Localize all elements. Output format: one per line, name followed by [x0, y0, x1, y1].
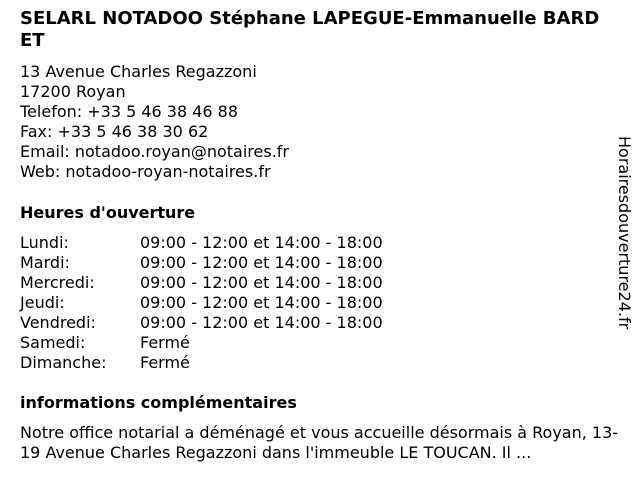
city-postcode: 17200 Royan — [20, 82, 126, 101]
day-hours: 09:00 - 12:00 et 14:00 - 18:00 — [140, 273, 383, 292]
fax-number: Fax: +33 5 46 38 30 62 — [20, 122, 209, 141]
opening-hours-table — [20, 233, 610, 373]
day-label: Vendredi: — [20, 313, 96, 332]
day-hours: 09:00 - 12:00 et 14:00 - 18:00 — [140, 233, 383, 252]
office-name: SELARL NOTADOO Stéphane LAPEGUE-Emmanuelle BARDET — [20, 8, 600, 51]
day-hours: 09:00 - 12:00 et 14:00 - 18:00 — [140, 253, 383, 272]
hours-row-sunday — [20, 353, 610, 373]
day-label: Mercredi: — [20, 273, 95, 292]
hours-row-friday — [20, 313, 610, 333]
day-hours: Fermé — [140, 353, 190, 372]
day-label: Jeudi: — [20, 293, 65, 312]
hours-row-saturday — [20, 333, 610, 353]
additional-info-heading: informations complémentaires — [20, 393, 297, 412]
contact-block — [20, 62, 610, 182]
day-label: Mardi: — [20, 253, 70, 272]
hours-row-thursday — [20, 293, 610, 313]
day-label: Samedi: — [20, 333, 86, 352]
site-watermark: Horairesdouverture24.fr — [615, 136, 634, 330]
business-card — [20, 8, 619, 463]
day-label: Lundi: — [20, 233, 69, 252]
opening-hours-heading: Heures d'ouverture — [20, 203, 196, 222]
phone-number: Telefon: +33 5 46 38 46 88 — [20, 102, 239, 121]
hours-row-monday — [20, 233, 610, 253]
day-hours: 09:00 - 12:00 et 14:00 - 18:00 — [140, 313, 383, 332]
email-address: Email: notadoo.royan@notaires.fr — [20, 142, 289, 161]
hours-row-tuesday — [20, 253, 610, 273]
website: Web: notadoo-royan-notaires.fr — [20, 162, 271, 181]
hours-row-wednesday — [20, 273, 610, 293]
additional-info-text: Notre office notarial a déménagé et vous accueille désormais à Royan, 13-19 Avenue Charles Regazzoni dans l'immeuble LE TOUCAN. Il ... — [20, 423, 619, 462]
day-hours: 09:00 - 12:00 et 14:00 - 18:00 — [140, 293, 383, 312]
day-hours: Fermé — [140, 333, 190, 352]
day-label: Dimanche: — [20, 353, 107, 372]
street-address: 13 Avenue Charles Regazzoni — [20, 62, 257, 81]
